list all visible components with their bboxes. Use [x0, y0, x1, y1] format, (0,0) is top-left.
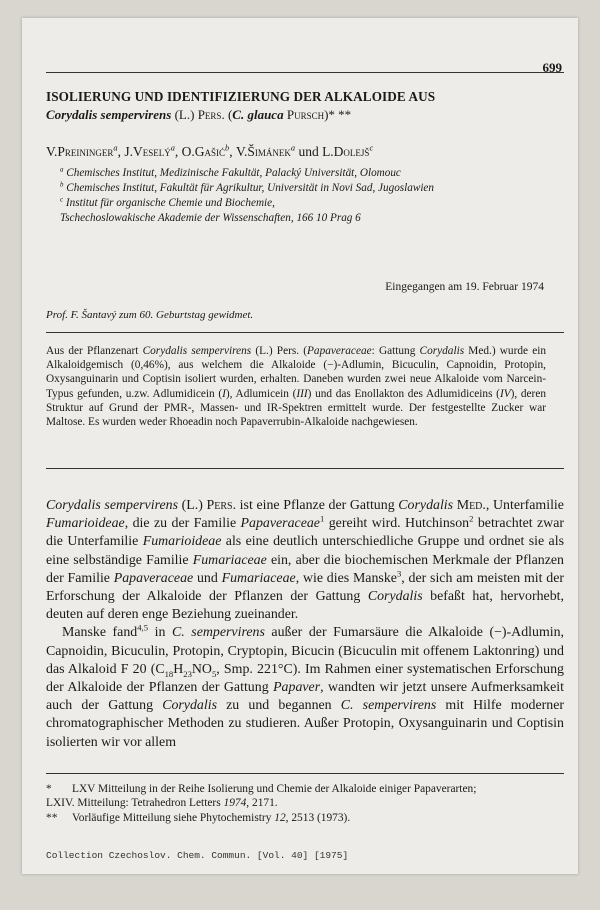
author-name: V.Šimánek: [235, 144, 291, 159]
paragraph: Corydalis sempervirens (L.) Pers. ist eine Pflanze der Gattung Corydalis Med., Unterfamilie Fumarioideae, die zu der Familie Papaveraceae$^1$ gereiht wird. Hutchinson$^2$ betrachtet zwar die Unterfamilie Fumarioideae als eine deutlich unterschiedliche Gruppe und ordnet sie als eine selbständige Familie Fumariaceae ein, aber die biochemischen Merkmale der Pflanzen der Familie Papaveraceae und Fumariaceae, wie dies Manske$^3$, der sich am meisten mit der Erforschung der Alkaloide der Pflanzen der Gattung Corydalis befaßt hat, hervorhebt, deuten auf deren enge Beziehung zueinander.: [46, 498, 565, 623]
footnote-rule: [46, 773, 564, 774]
abstract: Aus der Pflanzenart Corydalis sempervirens (L.) Pers. (Papaveraceae: Gattung Corydalis Med.) wurde ein Alkaloidgemisch (0,46%), aus welchem die Alkaloide (−)-Adlumin, Bicuculin, Capnoidin, Protopin, Oxysanguinarin und Coptisin isoliert wurden, erhalten. Daneben wurden zwei neue Alkaloide vom Narcein-Typus gefunden, u.zw. Adlumidicein (I), Adlumicein (III) und das Enollakton des Adlumidiceins (IV), deren Struktur auf Grund der PMR-, Massen- und IR-Spektren ermittelt wurde. Der festgestellte Zucker war Maltose. Es wurden weder Rhoeadin noch Papaverrubin-Alkaloide nachgewiesen.: [46, 345, 546, 429]
citation-ref: 1: [319, 513, 325, 524]
article-subtitle: Corydalis sempervirens (L.) Pers. (C. glauca Pursch)* **: [46, 107, 352, 122]
author-name: O.Gašić: [181, 144, 226, 159]
affiliation: $^a$ Chemisches Institut, Medizinische Fakultät, Palacký Universität, Olomouc: [60, 165, 401, 179]
dedication: Prof. F. Šantavý zum 60. Geburtstag gewidmet.: [46, 309, 254, 321]
citation-ref: 3: [396, 568, 402, 579]
abstract-bottom-rule: [46, 468, 564, 469]
author-name: L.Dolejš: [322, 144, 370, 159]
title-species: Corydalis sempervirens: [46, 107, 172, 122]
abstract-top-rule: [46, 332, 564, 333]
title-synonym: C. glauca: [232, 107, 284, 122]
author-name: J.Veselý: [124, 144, 171, 159]
journal-footer: Collection Czechoslov. Chem. Commun. [Vol. 40] [1975]: [46, 850, 349, 861]
paragraph: Manske fand$^{4,5}$ in C. sempervirens außer der Fumarsäure die Alkaloide (−)-Adlumin, Capnoidin, Bicuculin, Protopin, Cryptopin, Bicucin (Bicuculin mit offenem Laktonring) und das Alkaloid F 20 ($C_{18}H_{23}NO_5$, Smp. 221°C). Im Rahmen einer systematischen Erforschung der Alkaloide der Pflanzen der Gattung Papaver, wandten wir jetzt unsere Aufmerksamkeit auch der Gattung Corydalis zu und begannen C. sempervirens mit Hilfe moderner chromatographischer Methoden zu studieren. Außer Protopin, Oxysanguinarin und Coptisin isolierten wir vor allem: [46, 622, 565, 750]
page-number: 699: [542, 60, 562, 75]
footnote: * LXV Mitteilung in der Reihe Isolierung und Chemie der Alkaloide einiger Papaverarten; LXIV. Mitteilung: Tetrahedron Letters 1974, 2171.: [46, 783, 477, 809]
affiliation: $^b$ Chemisches Institut, Fakultät für Agrikultur, Universität in Novi Sad, Jugoslawien: [60, 180, 434, 194]
footnote: ** Vorläufige Mitteilung siehe Phytochemistry 12, 2513 (1973).: [46, 812, 351, 824]
header-rule: [46, 72, 564, 73]
author-name: V.Preininger: [46, 144, 114, 159]
author-list: V.Preininger$^a$, J.Veselý$^a$, O.Gašić$^b$, V.Šimánek$^a$ und L.Dolejš$^c$: [46, 143, 374, 159]
received-date: Eingegangen am 19. Februar 1974: [385, 281, 544, 293]
citation-ref: 4,5: [137, 622, 149, 633]
affiliation: $^c$ Institut für organische Chemie und Biochemie,: [60, 195, 275, 209]
journal-page: [22, 18, 578, 874]
body-text: [46, 497, 564, 752]
citation-ref: 2: [469, 513, 474, 524]
affiliation: Tschechoslowakische Akademie der Wissenschaften, 166 10 Prag 6: [60, 212, 361, 224]
article-title: ISOLIERUNG UND IDENTIFIZIERUNG DER ALKALOIDE AUS: [46, 89, 436, 104]
